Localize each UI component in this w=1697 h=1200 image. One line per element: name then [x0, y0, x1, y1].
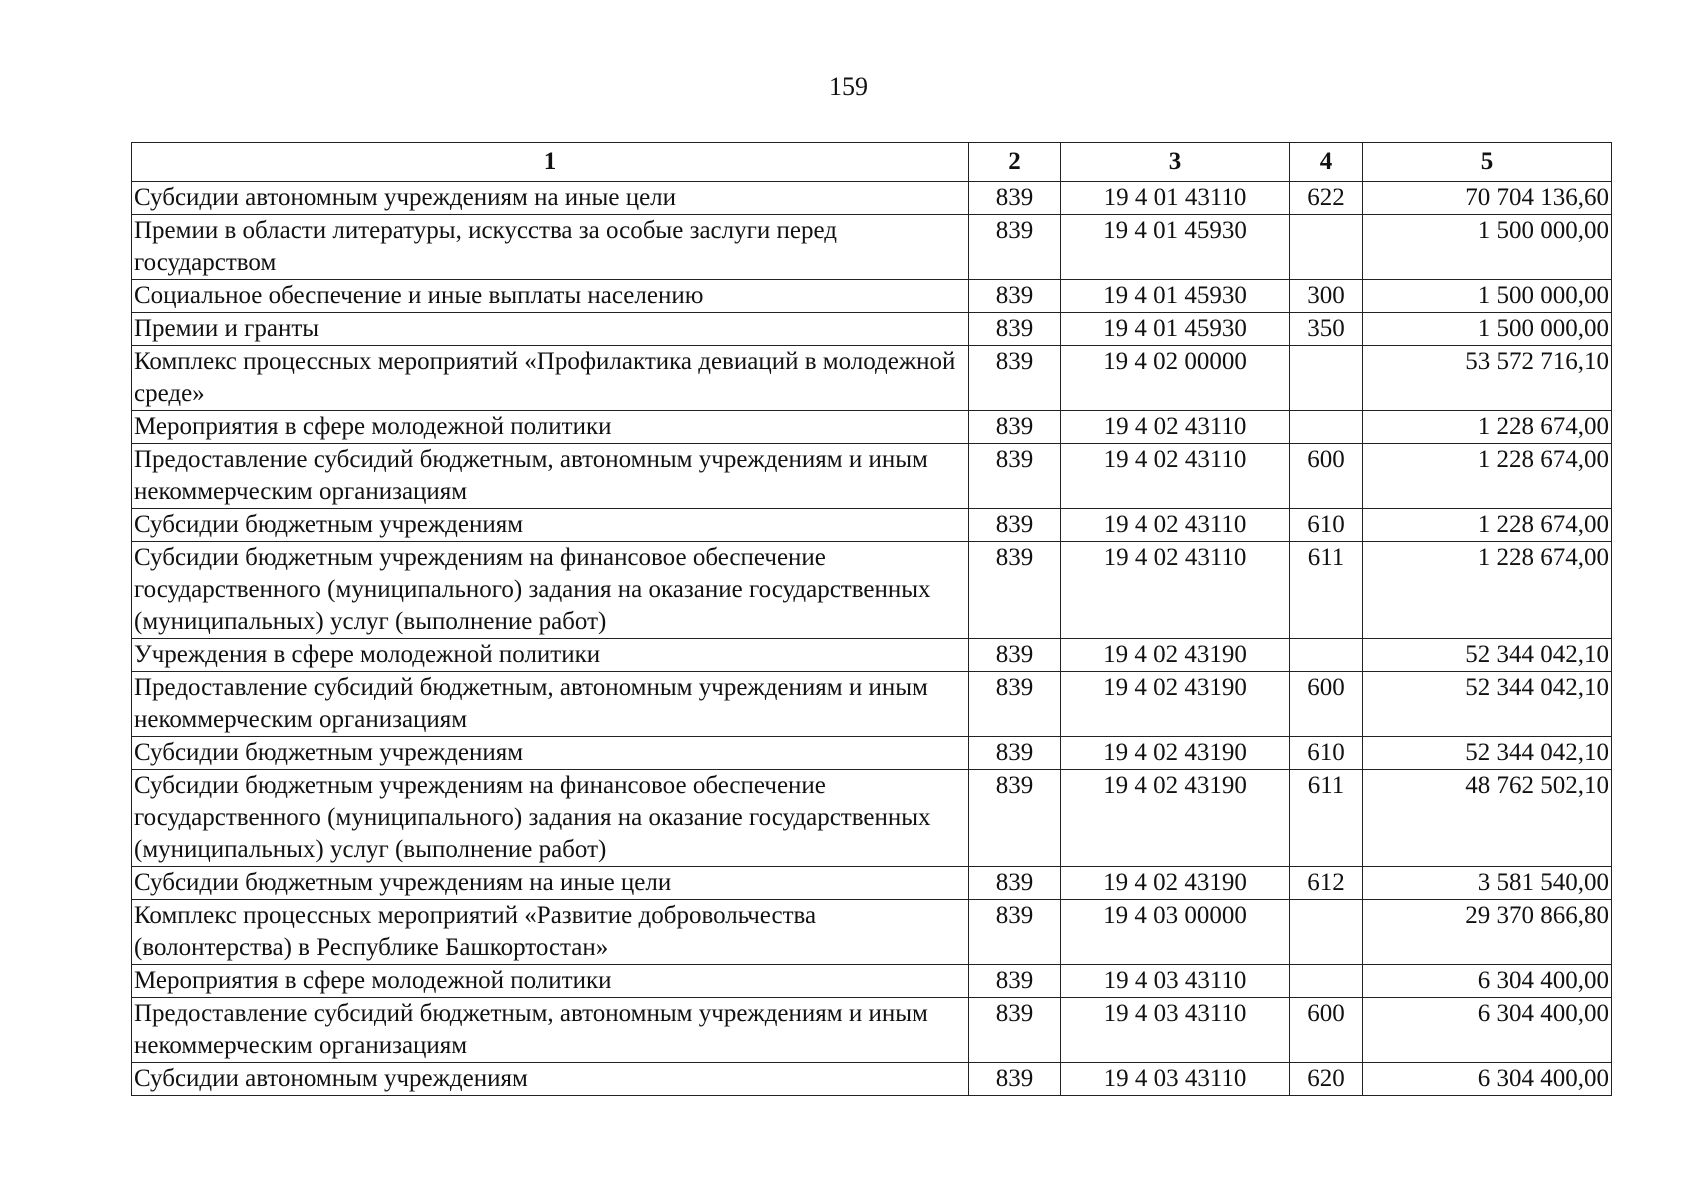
cell-expense-type: 612: [1290, 867, 1363, 900]
cell-item-name: Субсидии автономным учреждениям: [132, 1063, 969, 1096]
cell-item-name: Субсидии бюджетным учреждениям на иные цели: [132, 867, 969, 900]
cell-item-name: Комплекс процессных мероприятий «Развитие добровольчества (волонтерства) в Республике Башкортостан»: [132, 900, 969, 965]
table-row: [132, 672, 1612, 737]
cell-target-article: 19 4 03 00000: [1061, 900, 1290, 965]
table-header: [132, 143, 1612, 182]
cell-expense-type: [1290, 411, 1363, 444]
cell-ministry-code: 839: [969, 900, 1061, 965]
cell-target-article: 19 4 01 45930: [1061, 215, 1290, 280]
cell-item-name: Субсидии бюджетным учреждениям на финансовое обеспечение государственного (муниципального) задания на оказание государственных (муниципальных) услуг (выполнение работ): [132, 542, 969, 639]
cell-item-name: Мероприятия в сфере молодежной политики: [132, 965, 969, 998]
cell-item-name: Субсидии бюджетным учреждениям на финансовое обеспечение государственного (муниципального) задания на оказание государственных (муниципальных) услуг (выполнение работ): [132, 770, 969, 867]
cell-amount: 53 572 716,10: [1363, 346, 1612, 411]
cell-ministry-code: 839: [969, 639, 1061, 672]
cell-item-name: Премии в области литературы, искусства за особые заслуги перед государством: [132, 215, 969, 280]
table-row: [132, 770, 1612, 867]
cell-ministry-code: 839: [969, 215, 1061, 280]
cell-ministry-code: 839: [969, 346, 1061, 411]
cell-ministry-code: 839: [969, 509, 1061, 542]
budget-table: [131, 142, 1612, 1096]
column-header-3: 3: [1061, 143, 1290, 182]
cell-item-name: Субсидии автономным учреждениям на иные цели: [132, 182, 969, 215]
cell-target-article: 19 4 02 43190: [1061, 770, 1290, 867]
cell-amount: 6 304 400,00: [1363, 965, 1612, 998]
cell-ministry-code: 839: [969, 182, 1061, 215]
cell-ministry-code: 839: [969, 770, 1061, 867]
cell-expense-type: 611: [1290, 770, 1363, 867]
cell-item-name: Мероприятия в сфере молодежной политики: [132, 411, 969, 444]
cell-item-name: Предоставление субсидий бюджетным, автономным учреждениям и иным некоммерческим организациям: [132, 672, 969, 737]
cell-target-article: 19 4 03 43110: [1061, 1063, 1290, 1096]
cell-expense-type: 300: [1290, 280, 1363, 313]
cell-target-article: 19 4 02 00000: [1061, 346, 1290, 411]
cell-item-name: Комплекс процессных мероприятий «Профилактика девиаций в молодежной среде»: [132, 346, 969, 411]
table-row: [132, 542, 1612, 639]
cell-amount: 70 704 136,60: [1363, 182, 1612, 215]
cell-expense-type: 350: [1290, 313, 1363, 346]
cell-target-article: 19 4 02 43110: [1061, 509, 1290, 542]
header-row: [132, 143, 1612, 182]
table-row: [132, 509, 1612, 542]
cell-item-name: Субсидии бюджетным учреждениям: [132, 509, 969, 542]
cell-expense-type: 600: [1290, 998, 1363, 1063]
cell-target-article: 19 4 01 45930: [1061, 313, 1290, 346]
cell-amount: 1 228 674,00: [1363, 542, 1612, 639]
cell-ministry-code: 839: [969, 280, 1061, 313]
table-row: [132, 313, 1612, 346]
column-header-5: 5: [1363, 143, 1612, 182]
cell-expense-type: 600: [1290, 672, 1363, 737]
table-row: [132, 346, 1612, 411]
table-row: [132, 215, 1612, 280]
cell-ministry-code: 839: [969, 965, 1061, 998]
cell-expense-type: [1290, 900, 1363, 965]
cell-ministry-code: 839: [969, 542, 1061, 639]
cell-amount: 6 304 400,00: [1363, 998, 1612, 1063]
table-row: [132, 965, 1612, 998]
cell-target-article: 19 4 02 43190: [1061, 639, 1290, 672]
cell-amount: 6 304 400,00: [1363, 1063, 1612, 1096]
table-row: [132, 867, 1612, 900]
cell-expense-type: [1290, 639, 1363, 672]
cell-expense-type: [1290, 346, 1363, 411]
table-body: [132, 182, 1612, 1096]
cell-item-name: Предоставление субсидий бюджетным, автономным учреждениям и иным некоммерческим организациям: [132, 444, 969, 509]
cell-amount: 52 344 042,10: [1363, 639, 1612, 672]
cell-target-article: 19 4 02 43110: [1061, 444, 1290, 509]
cell-amount: 52 344 042,10: [1363, 737, 1612, 770]
cell-item-name: Учреждения в сфере молодежной политики: [132, 639, 969, 672]
cell-ministry-code: 839: [969, 313, 1061, 346]
cell-expense-type: [1290, 965, 1363, 998]
cell-ministry-code: 839: [969, 867, 1061, 900]
cell-ministry-code: 839: [969, 998, 1061, 1063]
cell-target-article: 19 4 02 43190: [1061, 672, 1290, 737]
cell-expense-type: 611: [1290, 542, 1363, 639]
table-row: [132, 182, 1612, 215]
cell-target-article: 19 4 03 43110: [1061, 965, 1290, 998]
table-row: [132, 280, 1612, 313]
table-row: [132, 1063, 1612, 1096]
cell-target-article: 19 4 02 43190: [1061, 737, 1290, 770]
cell-amount: 48 762 502,10: [1363, 770, 1612, 867]
cell-amount: 3 581 540,00: [1363, 867, 1612, 900]
column-header-2: 2: [969, 143, 1061, 182]
cell-amount: 1 228 674,00: [1363, 509, 1612, 542]
cell-expense-type: 620: [1290, 1063, 1363, 1096]
cell-ministry-code: 839: [969, 411, 1061, 444]
cell-amount: 1 500 000,00: [1363, 280, 1612, 313]
cell-ministry-code: 839: [969, 1063, 1061, 1096]
table-row: [132, 444, 1612, 509]
cell-expense-type: 622: [1290, 182, 1363, 215]
cell-item-name: Социальное обеспечение и иные выплаты населению: [132, 280, 969, 313]
table-row: [132, 998, 1612, 1063]
cell-target-article: 19 4 02 43190: [1061, 867, 1290, 900]
cell-expense-type: [1290, 215, 1363, 280]
column-header-1: 1: [132, 143, 969, 182]
cell-target-article: 19 4 02 43110: [1061, 411, 1290, 444]
cell-ministry-code: 839: [969, 672, 1061, 737]
cell-item-name: Субсидии бюджетным учреждениям: [132, 737, 969, 770]
cell-item-name: Премии и гранты: [132, 313, 969, 346]
cell-expense-type: 610: [1290, 509, 1363, 542]
cell-amount: 1 228 674,00: [1363, 444, 1612, 509]
cell-ministry-code: 839: [969, 444, 1061, 509]
column-header-4: 4: [1290, 143, 1363, 182]
table-row: [132, 411, 1612, 444]
page-number: 159: [829, 72, 868, 101]
cell-amount: 1 228 674,00: [1363, 411, 1612, 444]
cell-target-article: 19 4 01 43110: [1061, 182, 1290, 215]
cell-item-name: Предоставление субсидий бюджетным, автономным учреждениям и иным некоммерческим организациям: [132, 998, 969, 1063]
table-row: [132, 737, 1612, 770]
cell-amount: 29 370 866,80: [1363, 900, 1612, 965]
table-row: [132, 639, 1612, 672]
cell-expense-type: 600: [1290, 444, 1363, 509]
cell-target-article: 19 4 02 43110: [1061, 542, 1290, 639]
cell-amount: 52 344 042,10: [1363, 672, 1612, 737]
cell-target-article: 19 4 03 43110: [1061, 998, 1290, 1063]
cell-expense-type: 610: [1290, 737, 1363, 770]
cell-target-article: 19 4 01 45930: [1061, 280, 1290, 313]
cell-amount: 1 500 000,00: [1363, 215, 1612, 280]
cell-amount: 1 500 000,00: [1363, 313, 1612, 346]
cell-ministry-code: 839: [969, 737, 1061, 770]
table-row: [132, 900, 1612, 965]
